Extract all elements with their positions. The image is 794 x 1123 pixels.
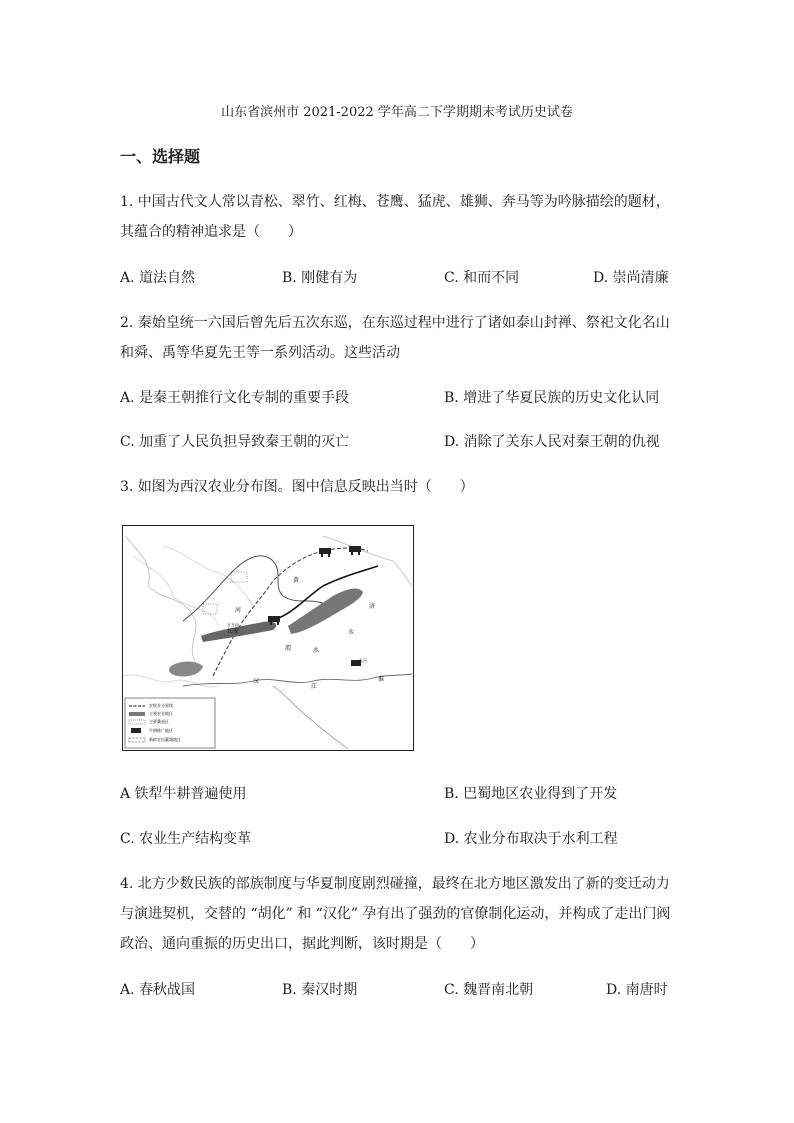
question-1-option-a[interactable]: A. 道法自然	[120, 270, 196, 286]
question-4-option-a[interactable]: A. 春秋战国	[120, 982, 196, 998]
question-3-option-c[interactable]: C. 农业生产结构变革	[120, 831, 252, 847]
question-1-stem-line-1: 1. 中国古代文人常以青松、翠竹、红梅、苍鹰、猛虎、雄狮、奔马等为吟脉描绘的题材，	[120, 194, 670, 210]
map-label-river4: 江	[311, 683, 318, 690]
map-label-river6: 黄	[293, 577, 300, 584]
map-label-city1-note: 五万亩	[227, 622, 239, 627]
map-legend-item-2: 主要农业地区	[149, 711, 173, 716]
map-legend-item-5: 新辟农田灌溉地区	[149, 737, 181, 742]
question-4-option-d[interactable]: D. 南唐时	[606, 982, 668, 998]
map-label-river2: 水	[313, 647, 320, 654]
map-legend-item-1: 农牧业分界线	[149, 703, 173, 708]
section-heading: 一、选择题	[120, 147, 201, 166]
question-2-stem-line-1: 2. 秦始皇统一六国后曾先后五次东巡，在东巡过程中进行了诸如泰山封禅、祭祀文化名山	[120, 315, 670, 331]
map-legend-item-4: 牛耕推广地区	[149, 728, 173, 733]
question-1-option-b[interactable]: B. 刚健有为	[282, 270, 358, 286]
question-2-option-c[interactable]: C. 加重了人民负担导致秦王朝的灭亡	[120, 434, 350, 450]
question-3-stem: 3. 如图为西汉农业分布图。图中信息反映出当时（ ）	[120, 479, 474, 495]
question-1-option-c[interactable]: C. 和而不同	[444, 270, 520, 286]
question-2-stem-line-2: 和舜、禹等华夏先王等一系列活动。这些活动	[120, 345, 400, 361]
map-label-city2-note: 九河	[359, 658, 367, 663]
question-3-option-d[interactable]: D. 农业分布取决于水利工程	[444, 831, 618, 847]
question-1-option-d[interactable]: D. 崇尚清廉	[593, 270, 669, 286]
question-3-option-b[interactable]: B. 巴蜀地区农业得到了开发	[444, 786, 618, 802]
map-legend-item-3: 主要桑蚕区	[149, 719, 169, 724]
question-4-stem-line-3: 政治、通向重振的历史出口，据此判断，该时期是（ ）	[120, 936, 484, 952]
question-4-stem-line-2: 与演进契机，交替的 “胡化” 和 “汉化” 孕有出了强劲的官僚制化运动，并构成了走出门阀	[120, 906, 671, 922]
map-label-river5: 淮	[378, 676, 385, 683]
map-graphic	[123, 526, 412, 749]
map-label-city1: 长安	[227, 628, 240, 635]
question-2-option-b[interactable]: B. 增进了华夏民族的历史文化认同	[444, 390, 660, 406]
question-2-option-a[interactable]: A. 是秦王朝推行文化专制的重要手段	[120, 390, 350, 406]
map-label-river9: 水	[348, 629, 355, 636]
question-1-stem-line-2: 其蕴合的精神追求是（ ）	[120, 224, 302, 240]
question-4-option-b[interactable]: B. 秦汉时期	[282, 982, 358, 998]
document-title: 山东省滨州市 2021-2022 学年高二下学期期末考试历史试卷	[221, 105, 573, 120]
question-4-option-c[interactable]: C. 魏晋南北朝	[444, 982, 534, 998]
map-label-river7: 河	[235, 607, 242, 614]
western-han-agriculture-map	[122, 525, 414, 751]
question-4-stem-line-1: 4. 北方少数民族的部族制度与华夏制度剧烈碰撞，最终在北方地区激发出了新的变迁动力	[120, 876, 670, 892]
map-label-river1: 渭	[285, 645, 292, 652]
question-2-option-d[interactable]: D. 消除了关东人民对秦王朝的仇视	[444, 434, 660, 450]
map-label-river8: 济	[369, 603, 376, 610]
question-3-option-a[interactable]: A 铁犁牛耕普遍使用	[120, 786, 247, 802]
map-label-river3: 汉	[253, 678, 260, 685]
